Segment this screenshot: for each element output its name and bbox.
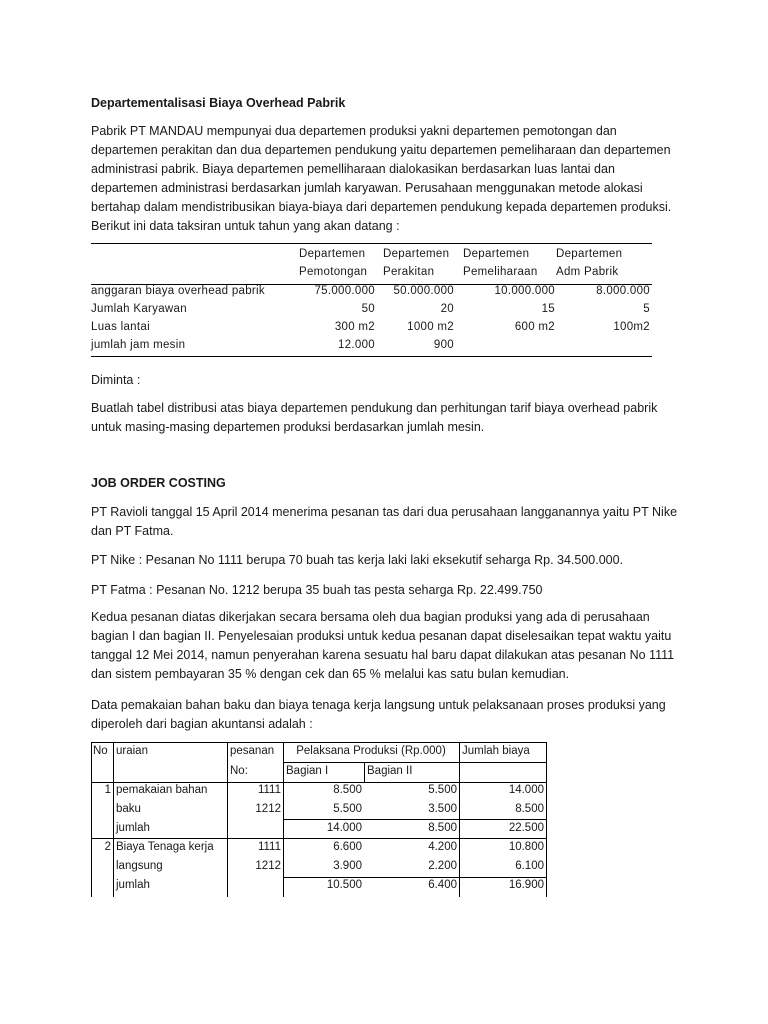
cell: 10.800 (508, 841, 544, 853)
cell: 1111 (257, 841, 281, 853)
header-jumlah-biaya: Jumlah biaya (462, 745, 530, 757)
job-para-3: PT Fatma : Pesanan No. 1212 berupa 35 buah tas pesta seharga Rp. 22.499.750 (91, 583, 543, 597)
cell: 6.600 (333, 841, 362, 853)
intro-paragraph: Pabrik PT MANDAU mempunyai dua departemen produksi yakni departemen pemotongan dan departemen perakitan dan dua departemen pendukung yaitu departemen pemeliharaan dan departemen administrasi pabrik. Biaya departemen pemelliharaan dialokasikan berdasarkan luas lantai dan departemen administrasi berdasarkan jumlah karyawan. Perusahaan menggunakan metode alokasi bertahap dalam mendistribusikan biaya-biaya dari departemen pendukung kepada departemen produksi. Berikut ini data taksiran untuk tahun yang akan datang : (91, 124, 672, 233)
diminta-text: Buatlah tabel distribusi atas biaya departemen pendukung dan perhitungan tarif biaya overhead pabrik untuk masing-masing departemen produksi berdasarkan jumlah mesin. (91, 401, 658, 434)
cell: 10.500 (326, 879, 362, 891)
cell: 16.900 (508, 879, 544, 891)
cell: 50 (361, 303, 375, 315)
cell: 4.200 (428, 841, 457, 853)
rule (113, 742, 114, 897)
header-pesanan: pesanan (230, 745, 275, 757)
cell: 6.100 (515, 860, 544, 872)
cell: 6.400 (428, 879, 457, 891)
rule (91, 742, 92, 897)
rule (227, 742, 228, 897)
section-title-departementalisasi: Departementalisasi Biaya Overhead Pabrik (91, 96, 346, 110)
header-bagian-2: Bagian II (367, 765, 413, 777)
diminta-label: Diminta : (91, 373, 141, 387)
rule (283, 819, 547, 820)
cell: 100m2 (613, 321, 650, 333)
header-pesanan-no: No: (230, 765, 248, 777)
header-pemeliharaan-l2: Pemeliharaan (463, 266, 538, 278)
cell: 1000 m2 (407, 321, 454, 333)
cell: 22.500 (508, 822, 544, 834)
cell: 8.500 (515, 803, 544, 815)
section-title-job-order: JOB ORDER COSTING (91, 476, 226, 490)
job-para-2: PT Nike : Pesanan No 1111 berupa 70 buah tas kerja laki laki eksekutif seharga Rp. 34.500.000. (91, 553, 624, 567)
group-uraian: langsung (116, 860, 163, 872)
row-label-karyawan: Jumlah Karyawan (91, 303, 187, 315)
row-label-jam-mesin: jumlah jam mesin (91, 339, 186, 351)
cell: 300 m2 (334, 321, 375, 333)
rule (546, 742, 547, 897)
cell: 3.900 (333, 860, 362, 872)
group-no: 2 (104, 841, 111, 853)
job-para-4: Kedua pesanan diatas dikerjakan secara bersama oleh dua bagian produksi yang ada di perusahaan bagian I dan bagian II. Penyelesaian produksi untuk kedua pesanan dapat diselesaikan tepat waktu yaitu tanggal 12 Mei 2014, namun penyerahan karena sesuatu hal baru dapat dilakukan atas pesanan No 1111 dan sistem pembayaran 35 % dengan cek dan 65 % melalui kas satu bulan kemudian. (91, 610, 675, 681)
group-uraian: pemakaian bahan (116, 784, 208, 796)
header-no: No (93, 745, 108, 757)
table-bottom-rule (91, 356, 652, 357)
cell: 75.000.000 (314, 285, 375, 297)
cell: 20 (440, 303, 454, 315)
group-no: 1 (104, 784, 111, 796)
job-costing-table (91, 742, 547, 897)
cell: 600 m2 (514, 321, 555, 333)
header-adm-l2: Adm Pabrik (556, 266, 619, 278)
header-pemotongan-l1: Departemen (299, 248, 366, 260)
header-adm-l1: Departemen (556, 248, 623, 260)
cell: 5.500 (428, 784, 457, 796)
header-perakitan-l2: Perakitan (383, 266, 435, 278)
cell: 10.000.000 (494, 285, 555, 297)
cell: 8.500 (428, 822, 457, 834)
header-pemeliharaan-l1: Departemen (463, 248, 530, 260)
rule (91, 838, 547, 839)
cell: 900 (433, 339, 454, 351)
table-top-rule (91, 243, 652, 244)
group-sum-label: jumlah (116, 822, 150, 834)
cell: 14.000 (508, 784, 544, 796)
job-para-5: Data pemakaian bahan baku dan biaya tenaga kerja langsung untuk pelaksanaan proses produksi yang diperoleh dari bagian akuntansi adalah : (91, 698, 666, 731)
cell: 1111 (257, 784, 281, 796)
rule (91, 782, 547, 783)
cell: 14.000 (326, 822, 362, 834)
cell: 5.500 (333, 803, 362, 815)
cell: 50.000.000 (393, 285, 454, 297)
cell: 1212 (255, 860, 281, 872)
group-uraian: baku (116, 803, 141, 815)
cell: 5 (643, 303, 650, 315)
group-uraian: Biaya Tenaga kerja (116, 841, 214, 853)
cell: 12.000 (338, 339, 375, 351)
row-label-anggaran: anggaran biaya overhead pabrik (91, 285, 265, 297)
header-bagian-1: Bagian I (286, 765, 329, 777)
rule (364, 762, 365, 782)
row-label-luas: Luas lantai (91, 321, 150, 333)
cell: 3.500 (428, 803, 457, 815)
rule (283, 762, 547, 763)
rule (283, 877, 547, 878)
header-pelaksana: Pelaksana Produksi (Rp.000) (296, 745, 446, 757)
cell: 15 (541, 303, 555, 315)
cell: 2.200 (428, 860, 457, 872)
header-perakitan-l1: Departemen (383, 248, 450, 260)
header-uraian: uraian (116, 745, 148, 757)
rule (91, 742, 547, 743)
header-pemotongan-l2: Pemotongan (299, 266, 368, 278)
rule (459, 742, 460, 897)
cell: 8.000.000 (596, 285, 650, 297)
cell: 1212 (255, 803, 281, 815)
rule (283, 742, 284, 897)
group-sum-label: jumlah (116, 879, 150, 891)
cell: 8.500 (333, 784, 362, 796)
job-para-1: PT Ravioli tanggal 15 April 2014 menerima pesanan tas dari dua perusahaan langganannya yaitu PT Nike dan PT Fatma. (91, 505, 678, 538)
